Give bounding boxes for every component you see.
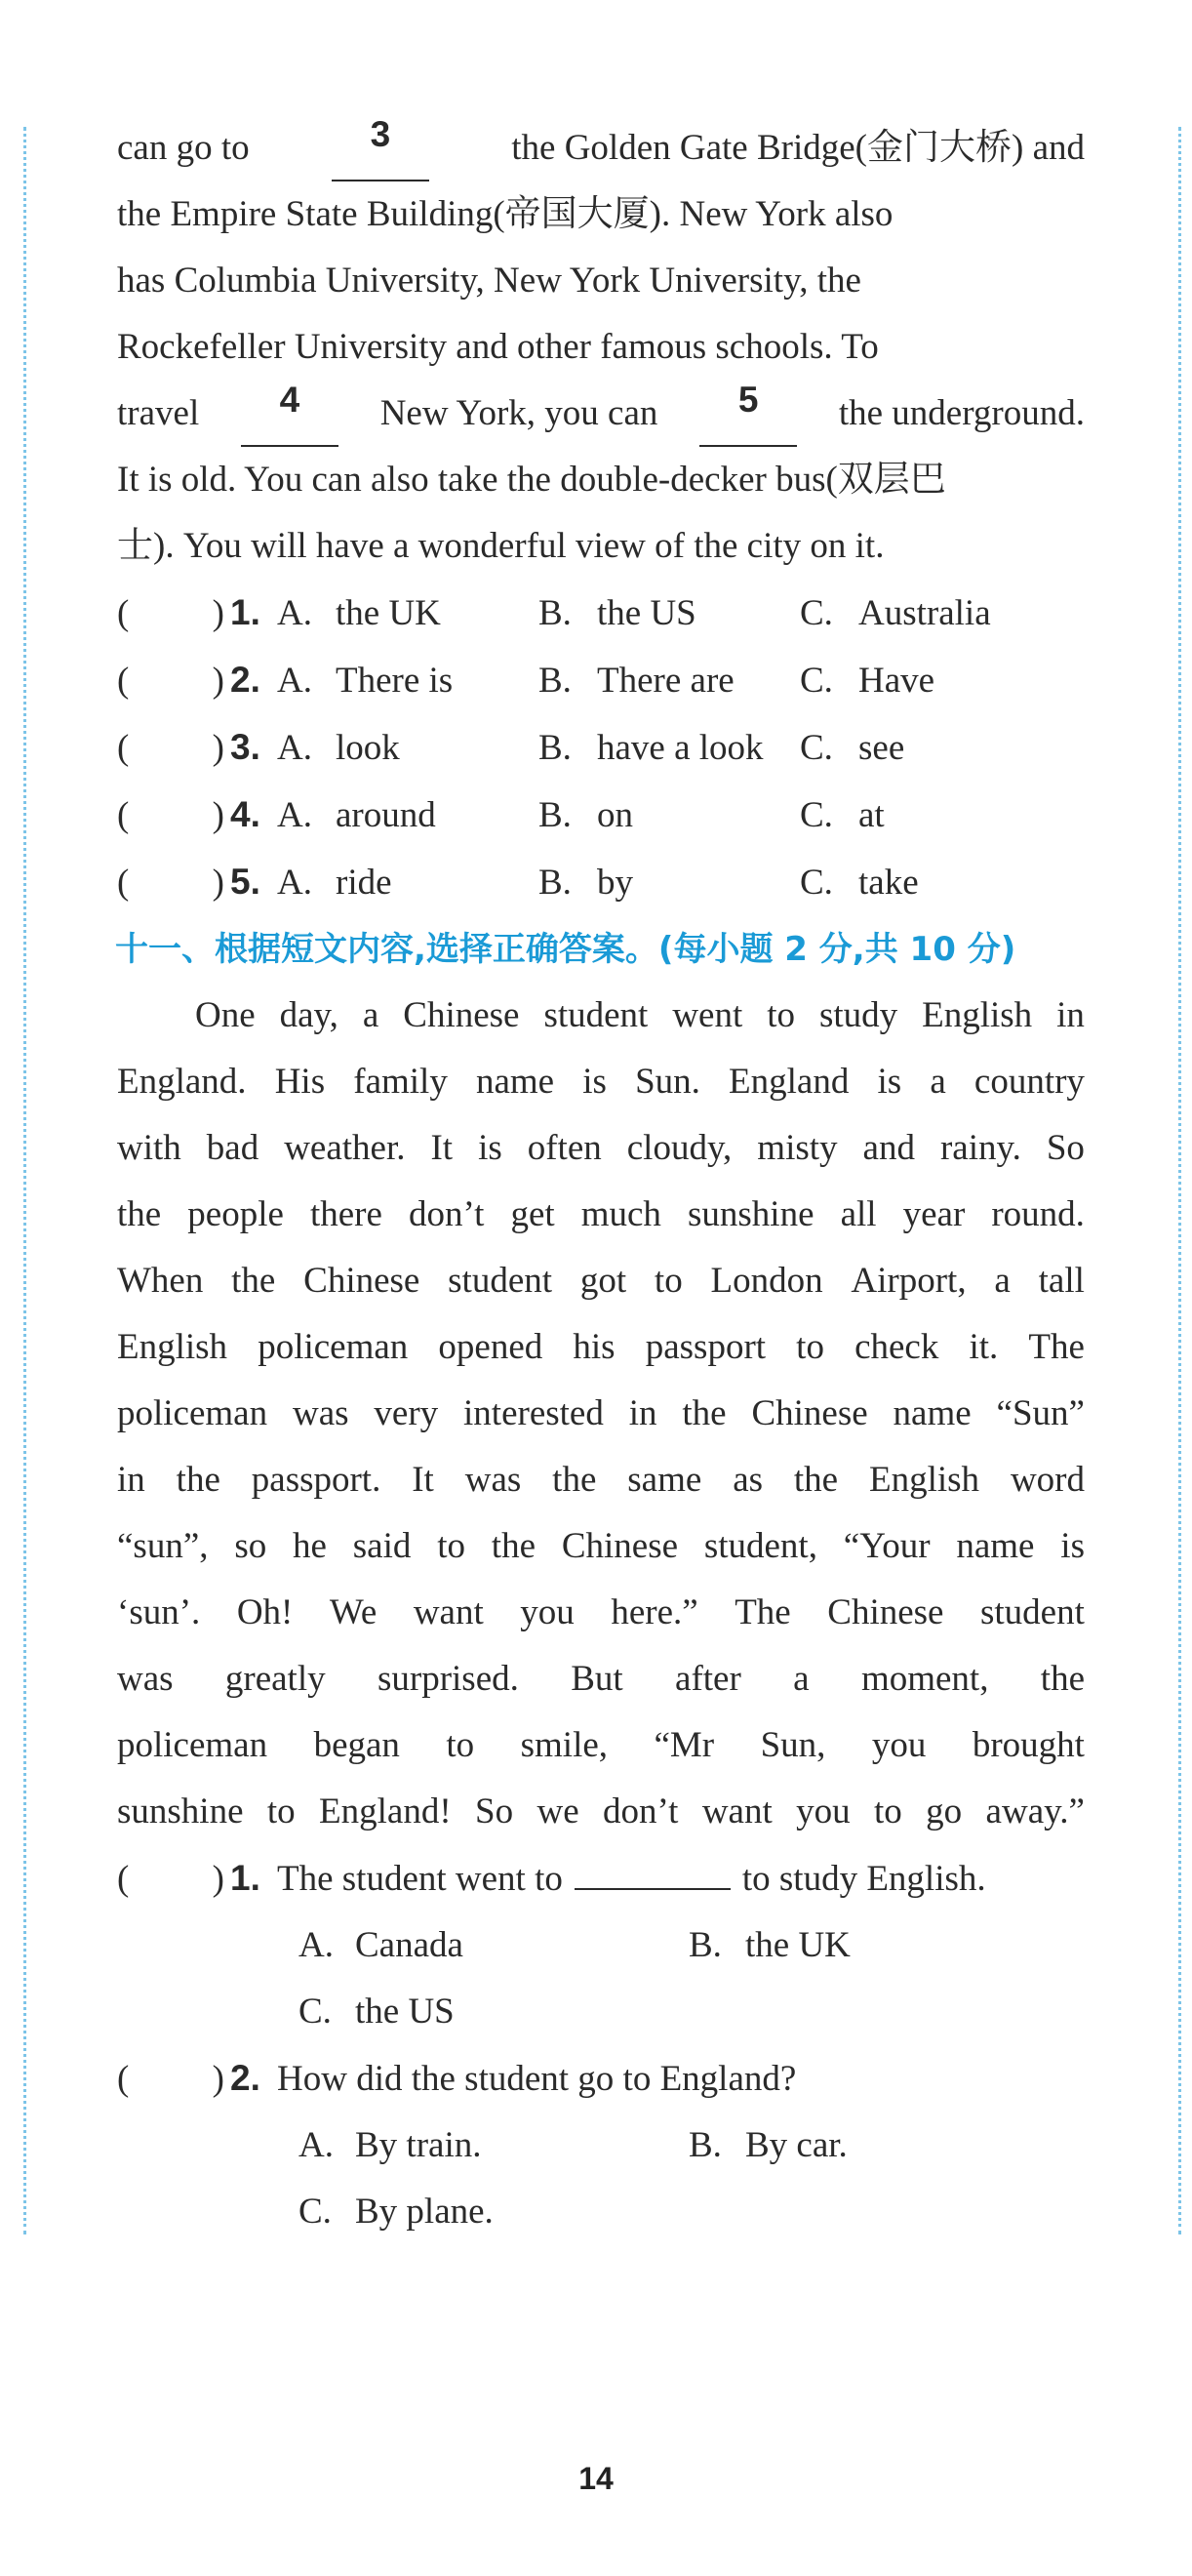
passage2-line-6: English policeman opened his passport to check it. The xyxy=(117,1327,1085,1367)
passage2-line-2: England. His family name is Sun. England is a country xyxy=(117,1062,1085,1102)
answer-paren[interactable]: ( ) xyxy=(117,795,224,835)
question-number: 4. xyxy=(230,794,260,834)
passage2-line-11: was greatly surprised. But after a moment, the xyxy=(117,1659,1085,1699)
question-list-1 xyxy=(117,580,1085,916)
passage2-line-8: in the passport. It was the same as the English word xyxy=(117,1460,1085,1500)
answer-paren[interactable]: ( ) xyxy=(117,1859,224,1899)
option-b[interactable]: B. the US xyxy=(538,593,696,633)
passage1-line-3: has Columbia University, New York University, the xyxy=(117,261,861,301)
content xyxy=(117,115,1085,2245)
page-number: 14 xyxy=(578,2461,614,2496)
question-2-1: ( ) 1. The student went to to study English. xyxy=(117,1845,1085,1912)
answer-paren[interactable]: ( ) xyxy=(117,2059,224,2099)
option-b[interactable]: B. the UK xyxy=(689,1925,851,1965)
passage2-line-5: When the Chinese student got to London Airport, a tall xyxy=(117,1261,1085,1301)
question-number: 2. xyxy=(230,660,260,700)
option-b[interactable]: B. By car. xyxy=(689,2125,848,2165)
option-a[interactable]: A. Canada xyxy=(298,1925,463,1965)
option-c[interactable]: C. Australia xyxy=(800,593,991,633)
option-a[interactable]: A. ride xyxy=(277,863,392,903)
question-stem: The student went to xyxy=(277,1859,563,1899)
answer-blank[interactable] xyxy=(575,1853,731,1890)
question-number: 5. xyxy=(230,862,260,902)
question-stem: How did the student go to England? xyxy=(277,2059,797,2099)
option-c[interactable]: C. at xyxy=(800,795,885,835)
question-number: 3. xyxy=(230,727,260,767)
question-2-2: ( ) 2. How did the student go to England? xyxy=(117,2045,1085,2113)
option-b[interactable]: B. on xyxy=(538,795,633,835)
passage2-line-1: One day, a Chinese student went to study English in xyxy=(195,995,1085,1035)
options-row xyxy=(117,2113,1085,2179)
passage2-line-7: policeman was very interested in the Chinese name “Sun” xyxy=(117,1393,1085,1433)
passage2 xyxy=(117,983,1085,1845)
question-number: 1. xyxy=(230,592,260,632)
options-row xyxy=(117,1979,1085,2045)
passage2-line-12: policeman began to smile, “Mr Sun, you brought xyxy=(117,1725,1085,1765)
question-1-5 xyxy=(117,849,1085,916)
option-a[interactable]: A. around xyxy=(277,795,436,835)
answer-paren[interactable]: ( ) xyxy=(117,728,224,768)
dotted-border-left xyxy=(23,127,26,2234)
option-a[interactable]: A. the UK xyxy=(277,593,441,633)
option-a[interactable]: A. look xyxy=(277,728,400,768)
passage1-line-1: can go to 3 the Golden Gate Bridge(金门大桥) and xyxy=(117,115,1085,181)
answer-paren[interactable]: ( ) xyxy=(117,661,224,701)
blank-5[interactable]: 5 xyxy=(699,381,797,447)
blank-3[interactable]: 3 xyxy=(332,115,429,181)
question-1-3 xyxy=(117,714,1085,782)
option-b[interactable]: B. have a look xyxy=(538,728,764,768)
passage2-line-3: with bad weather. It is often cloudy, misty and rainy. So xyxy=(117,1128,1085,1168)
options-row xyxy=(117,2179,1085,2245)
option-a[interactable]: A. There is xyxy=(277,661,454,701)
passage1-line-4: Rockefeller University and other famous schools. To xyxy=(117,327,879,367)
passage2-line-10: ‘sun’. Oh! We want you here.” The Chinese student xyxy=(117,1592,1085,1632)
passage1-line-6: It is old. You can also take the double-decker bus(双层巴 xyxy=(117,460,946,500)
answer-paren[interactable]: ( ) xyxy=(117,593,224,633)
option-c[interactable]: C. the US xyxy=(298,1992,455,2032)
option-c[interactable]: C. see xyxy=(800,728,905,768)
option-b[interactable]: B. There are xyxy=(538,661,735,701)
option-a[interactable]: A. By train. xyxy=(298,2125,482,2165)
passage1-line-5: travel 4 New York, you can 5 the underground. xyxy=(117,381,1085,447)
passage2-line-4: the people there don’t get much sunshine all year round. xyxy=(117,1194,1085,1234)
question-1-1 xyxy=(117,580,1085,647)
option-c[interactable]: C. take xyxy=(800,863,919,903)
section-title: 十一、根据短文内容,选择正确答案。(每小题 2 分,共 10 分) xyxy=(115,930,1016,969)
option-c[interactable]: C. Have xyxy=(800,661,935,701)
question-1-4 xyxy=(117,782,1085,849)
passage2-line-13: sunshine to England! So we don’t want you to go away.” xyxy=(117,1791,1085,1831)
question-1-2 xyxy=(117,647,1085,714)
options-row xyxy=(117,1912,1085,1979)
passage2-line-9: “sun”, so he said to the Chinese student, “Your name is xyxy=(117,1526,1085,1566)
dotted-border-right xyxy=(1178,127,1181,2234)
option-c[interactable]: C. By plane. xyxy=(298,2192,494,2232)
passage1-line-7: 士). You will have a wonderful view of the city on it. xyxy=(117,526,885,566)
option-b[interactable]: B. by xyxy=(538,863,633,903)
passage1-line-2: the Empire State Building(帝国大厦). New York also xyxy=(117,194,894,234)
answer-paren[interactable]: ( ) xyxy=(117,863,224,903)
blank-4[interactable]: 4 xyxy=(241,381,338,447)
